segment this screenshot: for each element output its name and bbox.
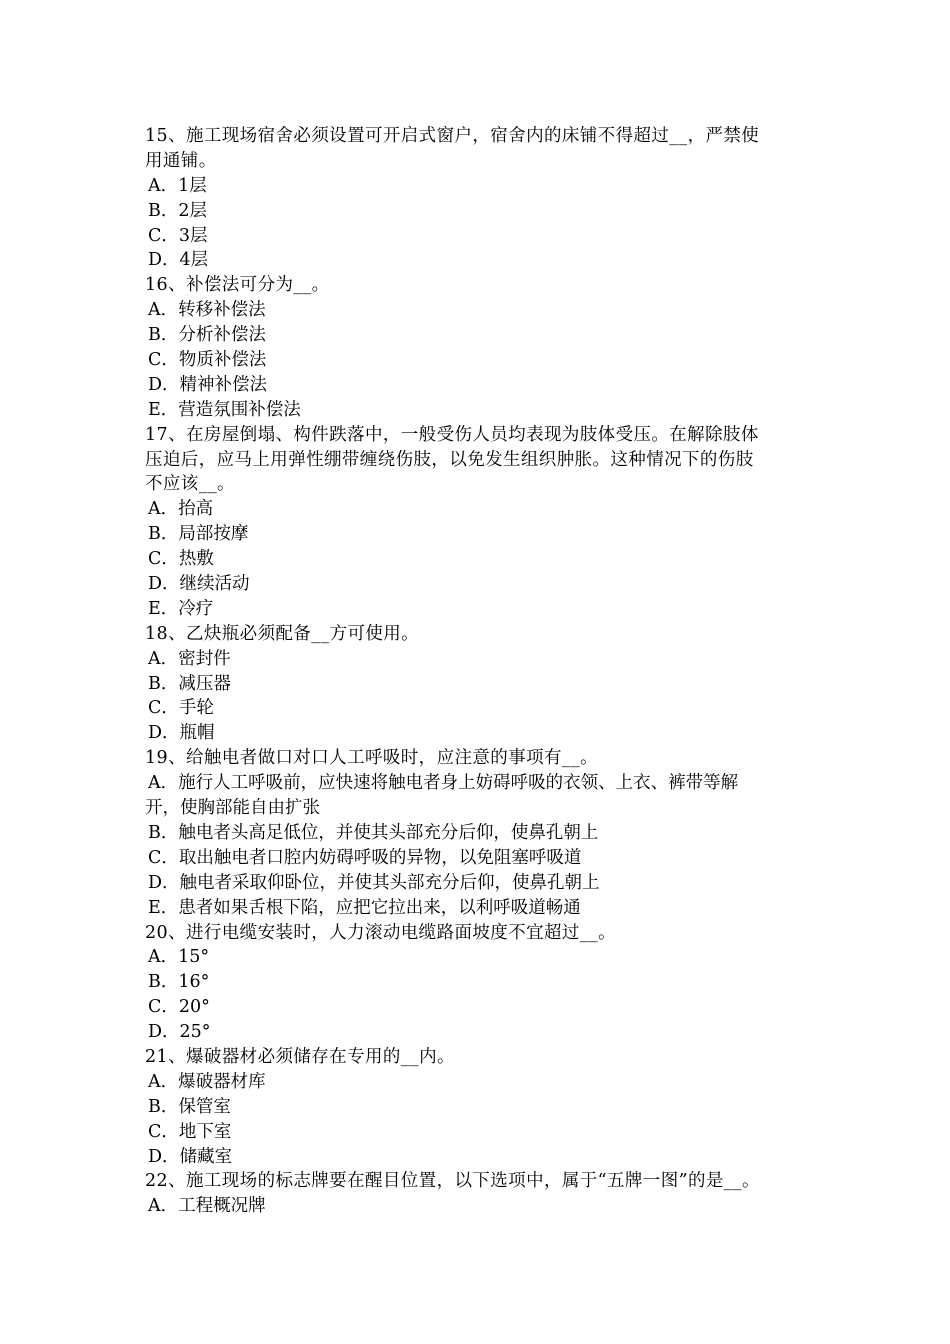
answer-option: B．减压器 <box>148 673 231 694</box>
question-block <box>145 1045 810 1169</box>
question-block <box>145 273 810 422</box>
question-block <box>145 423 810 622</box>
question-text: 22、施工现场的标志牌要在醒目位置，以下选项中，属于“五牌一图”的是__。 <box>145 1171 760 1192</box>
question-text: 16、补偿法可分为__。 <box>145 275 330 296</box>
question-text: 17、在房屋倒塌、构件跌落中，一般受伤人员均表现为肢体受压。在解除肢体 <box>145 424 759 445</box>
answer-option: E．营造氛围补偿法 <box>148 399 301 420</box>
answer-option: E．患者如果舌根下陷，应把它拉出来，以利呼吸道畅通 <box>148 897 581 918</box>
answer-option: A．施行人工呼吸前，应快速将触电者身上妨碍呼吸的衣领、上衣、裤带等解 <box>148 773 739 794</box>
answer-option: D．4层 <box>148 250 209 271</box>
answer-option: B．局部按摩 <box>148 524 249 545</box>
answer-option: B．分析补偿法 <box>148 325 266 346</box>
question-text: 用通铺。 <box>145 150 217 171</box>
answer-option: A．密封件 <box>148 648 231 669</box>
answer-option: 开，使胸部能自由扩张 <box>145 798 320 819</box>
answer-option: A．1层 <box>148 175 207 196</box>
question-block <box>145 1169 810 1219</box>
question-block <box>145 746 810 920</box>
document-page <box>145 124 810 1219</box>
answer-option: A．工程概况牌 <box>148 1196 266 1217</box>
answer-option: C．取出触电者口腔内妨碍呼吸的异物，以免阻塞呼吸道 <box>148 847 582 868</box>
answer-option: E．冷疗 <box>148 598 214 619</box>
answer-option: D．继续活动 <box>148 574 250 595</box>
question-text: 压迫后，应马上用弹性绷带缠绕伤肢，以免发生组织肿胀。这种情况下的伤肢 <box>145 449 754 470</box>
answer-option: D．精神补偿法 <box>148 374 268 395</box>
answer-option: B．2层 <box>148 200 207 221</box>
question-text: 15、施工现场宿舍必须设置可开启式窗户，宿舍内的床铺不得超过__，严禁使 <box>145 126 760 146</box>
answer-option: C．20° <box>148 997 210 1018</box>
question-block <box>145 124 810 273</box>
question-text: 20、进行电缆安装时，人力滚动电缆路面坡度不宜超过__。 <box>145 922 616 943</box>
answer-option: B．16° <box>148 972 210 993</box>
answer-option: A．转移补偿法 <box>148 300 266 321</box>
question-text: 18、乙炔瓶必须配备__方可使用。 <box>145 623 420 644</box>
question-text: 21、爆破器材必须储存在专用的__内。 <box>145 1046 455 1067</box>
answer-option: C．地下室 <box>148 1121 232 1142</box>
answer-option: C．物质补偿法 <box>148 350 267 371</box>
answer-option: A．抬高 <box>148 499 214 520</box>
answer-option: C．3层 <box>148 225 208 246</box>
answer-option: C．热敷 <box>148 549 214 570</box>
answer-option: D．储藏室 <box>148 1146 233 1167</box>
answer-option: D．瓶帽 <box>148 723 215 744</box>
question-text: 19、给触电者做口对口人工呼吸时，应注意的事项有__。 <box>145 748 599 769</box>
question-block <box>145 921 810 1045</box>
question-block <box>145 622 810 746</box>
answer-option: C．手轮 <box>148 698 214 719</box>
answer-option: A．爆破器材库 <box>148 1071 266 1092</box>
answer-option: B．触电者头高足低位，并使其头部充分后仰，使鼻孔朝上 <box>148 822 599 843</box>
answer-option: A．15° <box>148 947 210 968</box>
question-text: 不应该__。 <box>145 474 235 495</box>
answer-option: D．25° <box>148 1022 211 1043</box>
answer-option: D．触电者采取仰卧位，并使其头部充分后仰，使鼻孔朝上 <box>148 872 600 893</box>
answer-option: B．保管室 <box>148 1096 231 1117</box>
